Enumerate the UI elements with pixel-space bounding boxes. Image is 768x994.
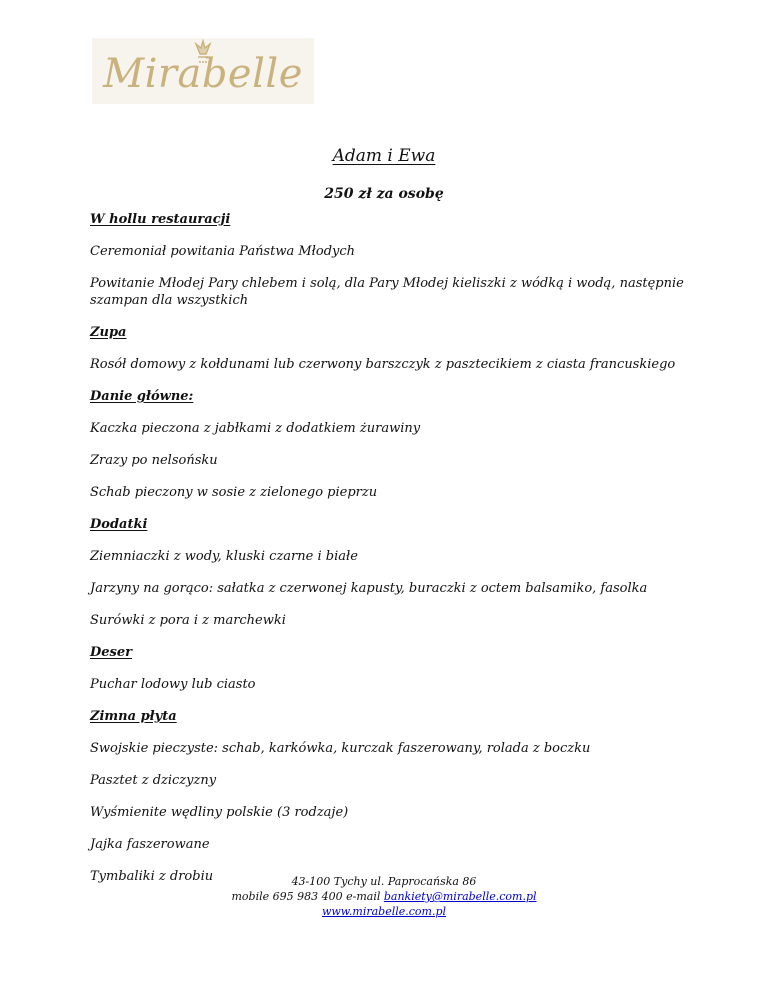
menu-item: Pasztet z dziczyzny xyxy=(90,773,217,788)
logo xyxy=(92,38,314,104)
menu-item: Zrazy po nelsońsku xyxy=(90,453,218,468)
menu-item: Kaczka pieczona z jabłkami z dodatkiem żurawiny xyxy=(90,421,421,436)
section-heading: Danie główne: xyxy=(90,389,194,404)
menu-content xyxy=(90,211,690,900)
footer-address: 43-100 Tychy ul. Paprocańska 86 xyxy=(291,875,477,888)
section-heading: Zupa xyxy=(90,325,127,340)
footer-phone: mobile 695 983 400 e-mail xyxy=(231,890,384,903)
menu-item: Ziemniaczki z wody, kluski czarne i białe xyxy=(90,549,358,564)
price-per-person: 250 zł za osobę xyxy=(324,186,444,202)
section-heading: Zimna płyta xyxy=(90,709,177,724)
menu-item: Powitanie Młodej Pary chlebem i solą, dla Pary Młodej kieliszki z wódką i wodą, następnie szampan dla wszystkich xyxy=(90,276,684,308)
menu-item: Swojskie pieczyste: schab, karkówka, kurczak faszerowany, rolada z boczku xyxy=(90,741,591,756)
section-heading: W hollu restauracji xyxy=(90,212,231,227)
website-link[interactable]: www.mirabelle.com.pl xyxy=(321,905,447,918)
menu-item: Puchar lodowy lub ciasto xyxy=(90,677,256,692)
menu-item: Schab pieczony w sosie z zielonego pieprzu xyxy=(90,485,378,500)
footer-website xyxy=(0,904,768,919)
menu-item: Wyśmienite wędliny polskie (3 rodzaje) xyxy=(90,805,349,820)
footer xyxy=(0,874,768,919)
menu-item: Jajka faszerowane xyxy=(90,837,210,852)
menu-item: Jarzyny na gorąco: sałatka z czerwonej kapusty, buraczki z octem balsamiko, fasolka xyxy=(90,581,648,596)
footer-contact xyxy=(0,889,768,904)
menu-item: Ceremoniał powitania Państwa Młodych xyxy=(90,244,356,259)
section-heading: Deser xyxy=(90,645,132,660)
section-heading: Dodatki xyxy=(90,517,148,532)
logo-text: Mirabelle xyxy=(103,51,303,97)
email-link[interactable]: bankiety@mirabelle.com.pl xyxy=(383,890,537,903)
menu-item: Tymbaliki z drobiu xyxy=(90,869,214,884)
menu-item: Rosół domowy z kołdunami lub czerwony barszczyk z pasztecikiem z ciasta francuskiego xyxy=(90,357,676,372)
page-title: Adam i Ewa xyxy=(332,146,436,166)
menu-item: Surówki z pora i z marchewki xyxy=(90,613,286,628)
